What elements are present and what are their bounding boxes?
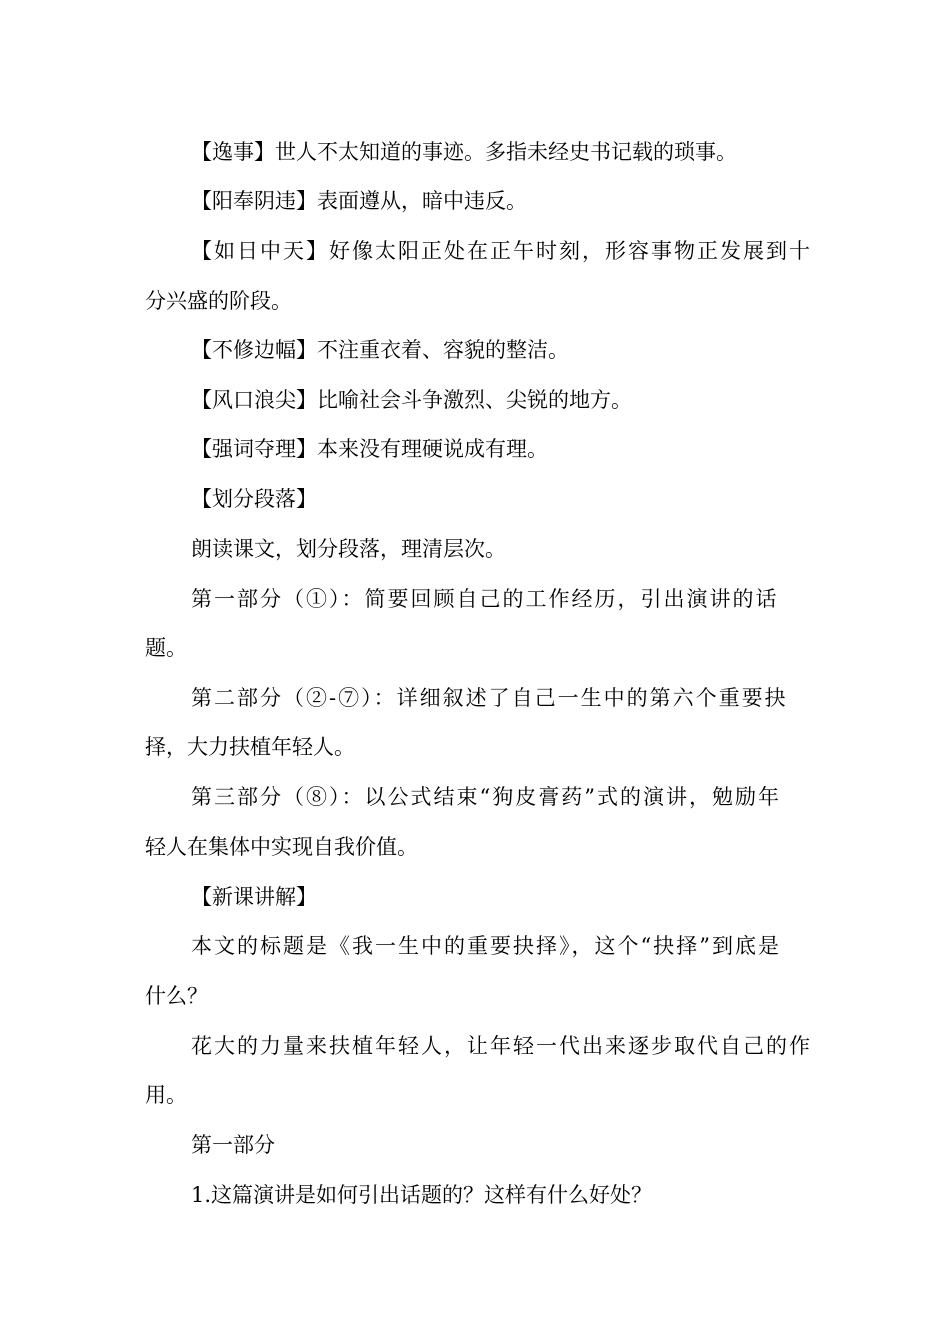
text-line: 【逸事】世人不太知道的事迹。多指未经史书记载的琐事。 bbox=[191, 140, 737, 164]
text-line: 第一部分 bbox=[191, 1133, 275, 1157]
text-line: 【风口浪尖】比喻社会斗争激烈、尖锐的地方。 bbox=[191, 388, 632, 412]
text-line: 【强词夺理】本来没有理硬说成有理。 bbox=[191, 437, 548, 461]
text-line: 第一部分（①）：简要回顾自己的工作经历，引出演讲的话 bbox=[191, 587, 779, 611]
text-line: 择，大力扶植年轻人。 bbox=[145, 735, 355, 759]
text-line: 第三部分（⑧）：以公式结束“狗皮膏药”式的演讲，勉励年 bbox=[191, 785, 781, 809]
text-line: 朗读课文，划分段落，理清层次。 bbox=[191, 537, 506, 561]
section-heading: 【划分段落】 bbox=[191, 487, 317, 511]
section-heading: 【新课讲解】 bbox=[191, 885, 317, 909]
text-line: 1.这篇演讲是如何引出话题的？这样有什么好处？ bbox=[191, 1183, 653, 1207]
text-line: 本文的标题是《我一生中的重要抉择》，这个“抉择”到底是 bbox=[191, 934, 781, 958]
text-line: 花大的力量来扶植年轻人，让年轻一代出来逐步取代自己的作 bbox=[191, 1034, 812, 1058]
text-line: 用。 bbox=[145, 1083, 187, 1107]
text-line: 什么？ bbox=[145, 984, 208, 1008]
text-line: 【如日中天】好像太阳正处在正午时刻，形容事物正发展到十 bbox=[191, 239, 812, 263]
text-line: 轻人在集体中实现自我价值。 bbox=[145, 835, 418, 859]
text-line: 题。 bbox=[145, 636, 187, 660]
text-line: 分兴盛的阶段。 bbox=[145, 289, 292, 313]
text-line: 【不修边幅】不注重衣着、容貌的整洁。 bbox=[191, 338, 569, 362]
text-line: 第二部分（②-⑦）：详细叙述了自己一生中的第六个重要抉 bbox=[191, 686, 788, 710]
text-line: 【阳奉阴违】表面遵从，暗中违反。 bbox=[191, 189, 527, 213]
